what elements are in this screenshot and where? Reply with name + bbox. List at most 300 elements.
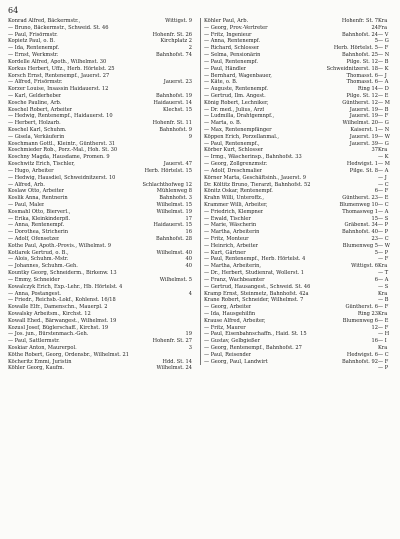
- entry-address: Bahnhofst. 25: [342, 52, 378, 59]
- entry-address: [190, 147, 192, 154]
- entry-name: Köcheritz Emmi, Juristin: [8, 358, 72, 365]
- entry-address: [190, 304, 192, 311]
- entry-address: [190, 352, 192, 359]
- edge-entry-fragment: — A: [378, 208, 389, 215]
- edge-entry-fragment: — I: [378, 338, 387, 345]
- page-number: 64: [8, 6, 19, 15]
- edge-entry-fragment: — G: [378, 140, 389, 147]
- entry-name: — Adolf, Dreschmalier: [204, 167, 263, 174]
- edge-entry-fragment: Kra: [378, 345, 388, 351]
- entry-name: — Paul, Rentenempf., Herb. Hörtelst. 4: [204, 256, 306, 263]
- entry-name: Koschwitz Erich, Tischler,: [8, 161, 75, 168]
- entry-address: [190, 73, 192, 80]
- edge-entry-fragment: — P: [378, 365, 389, 372]
- directory-entry: [204, 304, 378, 311]
- entry-name: — Friedrich, Klempner: [204, 208, 264, 215]
- entry-name: Kowalsky Arbeitsm., Kirchst. 12: [8, 310, 91, 317]
- entry-address: Hohenfr. St. 27: [152, 338, 192, 345]
- edge-entry-fragment: — W: [378, 133, 390, 140]
- entry-name: — Georg, Rentenempf., Bahnhofst. 27: [204, 345, 302, 351]
- entry-name: Koschny Magda, Hausdame, Promen. 9: [8, 154, 110, 161]
- entry-name: — Anna, Rentenempf.: [8, 222, 65, 229]
- edge-entry-fragment: — F: [378, 188, 389, 195]
- directory-entry: [204, 86, 378, 93]
- entry-name: — Emmy, Schneider: [8, 276, 60, 283]
- directory-entry: [8, 236, 192, 243]
- entry-name: Kopietz Paul, o. B.: [8, 38, 55, 45]
- entry-name: — Paul, Eisenbahnschaffn., Haid. St. 15: [204, 331, 307, 338]
- directory-entry: [8, 52, 192, 59]
- edge-entry-fragment: — E: [378, 195, 389, 202]
- directory-entry: [8, 209, 192, 216]
- entry-name: — Ida, Rentenempf.: [8, 45, 60, 52]
- entry-address: Haidauerst. 15: [153, 222, 192, 229]
- entry-name: — Alfred, Arb.: [8, 181, 45, 188]
- directory-entry: [204, 352, 378, 359]
- edge-entry-fragment: — M: [378, 161, 390, 168]
- entry-name: Kordelle Alfred, Apoth., Wilhelmst. 30: [8, 58, 107, 65]
- directory-entry: [204, 216, 378, 223]
- entry-name: — Fritz, Monteur: [204, 236, 249, 242]
- entry-name: — Marta, o. B.: [204, 120, 242, 127]
- directory-entry: [8, 147, 192, 154]
- directory-entry: [204, 256, 378, 263]
- entry-name: Koskiar Anton, Maurerpol.: [8, 345, 77, 351]
- entry-address: Wilhelmst. 20: [342, 120, 378, 127]
- directory-entry: [8, 154, 192, 161]
- entry-name: — Paul, Rentenempf.,: [204, 140, 260, 147]
- directory-entry: [204, 18, 378, 25]
- edge-entry-fragment: — C: [378, 201, 389, 208]
- directory-entry: [204, 331, 378, 338]
- entry-address: Kirchplatz 2: [160, 38, 192, 45]
- entry-address: Wittigst. 9: [165, 18, 192, 24]
- directory-entry: [8, 345, 192, 352]
- entry-name: — Paul, Maler: [8, 201, 45, 208]
- entry-name: — Ewald, Tischler: [204, 215, 251, 222]
- entry-name: — Ida, Hausgehilfin: [204, 310, 256, 317]
- entry-address: Ring 14: [357, 86, 378, 93]
- entry-address: 6: [374, 276, 378, 283]
- edge-entry-fragment: — F: [378, 324, 389, 331]
- directory-entry: [204, 113, 378, 120]
- entry-address: 6: [374, 188, 378, 195]
- directory-entry: [8, 182, 192, 189]
- entry-address: 5: [374, 38, 378, 45]
- entry-name: — Georg, Prov.-Vertreter: [204, 24, 268, 31]
- entry-address: 40: [185, 256, 192, 263]
- entry-name: — Kurt, Gärtner: [204, 249, 246, 256]
- entry-address: [190, 243, 192, 250]
- entry-address: Güntherst. 6: [345, 304, 378, 311]
- edge-entry-fragment: — V: [378, 31, 389, 38]
- entry-address: Bahnhofst. 19: [156, 92, 192, 99]
- entry-name: Koslaw Otto, Arbeiter: [8, 188, 65, 195]
- entry-name: Korzer Louise, Insassin Haidauerst. 12: [8, 86, 109, 93]
- entry-name: — Hugo, Arbeiter: [8, 167, 54, 174]
- directory-entry: [204, 93, 378, 100]
- entry-name: — Gustav, Gelbgießer: [204, 338, 261, 345]
- entry-address: Güntherst. 12: [342, 99, 378, 106]
- entry-address: 2: [188, 45, 192, 52]
- entry-address: Jauerst. 23: [163, 79, 192, 86]
- entry-address: [190, 311, 192, 318]
- entry-name: Körner Marta, Geschäftsinh., Jauerst. 9: [204, 174, 306, 181]
- directory-entry: [8, 188, 192, 195]
- entry-address: [190, 86, 192, 93]
- directory-entry: [204, 66, 378, 73]
- directory-entry: [204, 202, 378, 209]
- entry-address: Hohenfr. St. 7: [341, 18, 378, 24]
- entry-address: Pilge. St. 12: [346, 92, 378, 99]
- directory-entry: [8, 250, 192, 257]
- directory-entry: [204, 38, 378, 45]
- entry-name: — Martha, Arbeiterin: [204, 229, 260, 236]
- edge-entry-fragment: — S: [378, 215, 389, 222]
- directory-entry: [8, 127, 192, 134]
- entry-address: Pilge. St. 8: [349, 167, 378, 174]
- edge-entry-fragment: — J: [378, 72, 387, 79]
- entry-address: Hdd. St. 14: [162, 358, 192, 365]
- entry-name: — Anna, Rentenempf.: [204, 38, 261, 45]
- entry-address: 17: [185, 215, 192, 222]
- directory-entry: [204, 345, 378, 352]
- entry-name: — Georg, Zollgrenzmstr.: [204, 161, 268, 168]
- entry-name: — Karl, Gelderheber: [8, 92, 62, 99]
- directory-entry: [8, 325, 192, 332]
- entry-name: — Heinrich, Arbeiter: [204, 242, 259, 249]
- directory-entry: [8, 229, 192, 236]
- entry-name: — Adolf, Ofensetzer: [8, 236, 60, 242]
- entry-name: — Auguste, Rentenempf.: [204, 86, 269, 93]
- directory-entry: [204, 45, 378, 52]
- directory-entry: [8, 168, 192, 175]
- entry-name: Kowalczyk Erich, Exp.-Lehr., Hb. Hörtelst. 4: [8, 283, 123, 290]
- entry-name: — Erika, Kleinkinderpfl.: [8, 215, 71, 222]
- entry-address: Bahnhofst. 28: [156, 236, 192, 242]
- entry-name: — Hedwig, Hausdiel, Schweidnitzerst. 10: [8, 174, 116, 181]
- entry-name: Kramp Ernst, Steinmetz, Bahnhofst. 42a: [204, 290, 309, 297]
- entry-name: — Max, Rentenempfänger: [204, 127, 272, 133]
- entry-name: — Paul, Sattlermstr.: [8, 338, 60, 345]
- directory-entry: [8, 113, 192, 120]
- entry-address: Pilge. St. 12: [346, 58, 378, 65]
- entry-name: — Paul, Rentenempf.: [204, 58, 258, 65]
- edge-entry-fragment: — F: [378, 304, 389, 311]
- directory-entry: [204, 52, 378, 59]
- entry-address: Hohenfr. St. 11: [152, 120, 192, 127]
- directory-entry: [204, 154, 378, 161]
- entry-address: Jauerst. 19: [349, 113, 378, 120]
- edge-entry-fragment: — E: [378, 92, 389, 99]
- directory-entry: [8, 243, 192, 250]
- directory-entry: [8, 59, 192, 66]
- entry-address: Bahnhofst. 92: [342, 358, 378, 365]
- entry-name: — Herbert, Holzarb.: [8, 120, 61, 127]
- entry-name: Konrad Alfred, Bäckermstr.,: [8, 18, 81, 24]
- directory-entry: [204, 182, 378, 189]
- entry-address: Wittigst. 6: [351, 263, 378, 270]
- entry-name: — Franz, Wachbeamter: [204, 276, 265, 283]
- entry-address: Blumenweg 5: [342, 242, 378, 249]
- directory-entry: [8, 202, 192, 209]
- entry-address: Mühlenweg 8: [156, 188, 192, 195]
- directory-entry: [8, 359, 192, 366]
- entry-name: Krause Alfred, Arbeiter,: [204, 317, 266, 324]
- entry-address: 15: [371, 215, 378, 222]
- directory-entry: [204, 175, 378, 182]
- entry-name: — Bernhard, Wagenbauer,: [204, 72, 272, 79]
- entry-name: Kozusl Josef, Büglerschaff., Kirchst. 19: [8, 324, 109, 331]
- entry-name: Köhler Paul, Arb.: [204, 18, 249, 24]
- directory-entry: [204, 79, 378, 86]
- entry-name: — Dorothea, Stricherin: [8, 229, 69, 236]
- entry-address: 24: [371, 24, 378, 31]
- entry-name: — Richard, Schlosser: [204, 45, 260, 52]
- entry-address: Hedwigst. 6: [346, 351, 378, 358]
- entry-address: 37: [371, 147, 378, 154]
- directory-entry: [8, 86, 192, 93]
- edge-entry-fragment: — S: [378, 283, 389, 290]
- directory-column-right: [200, 18, 378, 365]
- directory-entry: [8, 331, 192, 338]
- edge-entry-fragment: Kra: [378, 18, 388, 24]
- directory-entry: [8, 18, 192, 25]
- directory-entry: [8, 365, 192, 372]
- entry-address: Herb. Hörtelst. 5: [333, 45, 378, 52]
- directory-entry: [204, 359, 378, 366]
- edge-entry-fragment: — K: [378, 65, 389, 72]
- directory-entry: [204, 277, 378, 284]
- directory-entry: [8, 32, 192, 39]
- entry-address: [190, 59, 192, 66]
- entry-name: Kotlarek Gertrud, o. B.,: [8, 249, 69, 256]
- edge-entry-fragment: — N: [378, 127, 390, 133]
- directory-entry: [8, 120, 192, 127]
- edge-entry-fragment: Kra: [378, 263, 388, 270]
- entry-name: Korsch Ernst, Rentenempf., Jauerst. 27: [8, 72, 110, 79]
- directory-entry: [204, 209, 378, 216]
- entry-name: — Fritz, Maurer: [204, 324, 246, 331]
- entry-address: Jauerst. 19: [349, 133, 378, 140]
- directory-entry: [204, 243, 378, 250]
- directory-entry: [8, 304, 192, 311]
- entry-name: — Dr. med., Julius, Arzt: [204, 106, 265, 113]
- directory-entry: [204, 32, 378, 39]
- entry-address: [190, 270, 192, 277]
- entry-name: — Gisela, Verkäuferin: [8, 133, 65, 140]
- directory-entry: [8, 134, 192, 141]
- directory-entry: [8, 100, 192, 107]
- entry-name: — Marie, Wäscherin: [204, 222, 257, 229]
- entry-address: [190, 297, 192, 304]
- edge-entry-fragment: — B: [378, 58, 389, 65]
- entry-name: Köhler Georg, Kaufm.: [8, 365, 65, 372]
- edge-entry-fragment: — A: [378, 79, 389, 86]
- directory-entry: [204, 25, 378, 32]
- directory-entry: [8, 38, 192, 45]
- directory-entry: [8, 25, 192, 32]
- directory-entry: [8, 141, 192, 148]
- entry-address: Hedwigst. 1: [346, 161, 378, 168]
- edge-entry-fragment: — D: [378, 86, 389, 93]
- directory-entry: [8, 263, 192, 270]
- entry-name: — Martha, Arbeiterin,: [204, 263, 262, 270]
- entry-name: — Bruno, Bäckermstr., Schweid. St. 46: [8, 24, 109, 31]
- entry-address: Bahnhofst. 3: [159, 195, 192, 202]
- directory-entry: [204, 168, 378, 175]
- entry-address: Bahnhofst. 74: [156, 52, 192, 59]
- directory-entry: [204, 311, 378, 318]
- entry-address: 5: [374, 249, 378, 256]
- entry-name: — Anna, Postangest.: [8, 290, 62, 297]
- edge-entry-fragment: — F: [378, 358, 389, 365]
- entry-address: [190, 66, 192, 73]
- edge-entry-fragment: — F: [378, 113, 389, 120]
- entry-address: Wilhelmst. 5: [159, 276, 192, 283]
- edge-entry-fragment: — C: [378, 351, 389, 358]
- edge-entry-fragment: — B: [378, 297, 389, 304]
- directory-column-left: [8, 18, 192, 372]
- directory-entry: [204, 270, 378, 277]
- entry-name: — Gertrud, Ilm. Angest.: [204, 92, 266, 99]
- entry-name: König Robert, Lechniker,: [204, 99, 269, 106]
- entry-name: — Selma, Pensionärin: [204, 52, 261, 59]
- entry-name: Körber Kurt, Schlosser: [204, 147, 264, 154]
- entry-address: [190, 141, 192, 148]
- directory-entry: [204, 338, 378, 345]
- entry-address: [190, 113, 192, 120]
- entry-address: 16: [185, 229, 192, 236]
- entry-address: Hohenfr. St. 26: [152, 31, 192, 38]
- directory-entry: [8, 222, 192, 229]
- entry-name: Korkus Herbert, Uffz., Herb. Hörtelst. 25: [8, 65, 115, 72]
- directory-entry: [204, 141, 378, 148]
- edge-entry-fragment: — C: [378, 236, 389, 242]
- entry-name: Krammer Willi, Arbeiter,: [204, 201, 268, 208]
- entry-address: [190, 154, 192, 161]
- entry-address: Jauerst. 39: [349, 140, 378, 147]
- directory-entry: [204, 147, 378, 154]
- entry-address: Thomasst. 6: [346, 79, 378, 86]
- edge-entry-fragment: — T: [378, 270, 389, 277]
- entry-address: 16: [371, 338, 378, 345]
- entry-name: — Johannes, Schuhm.-Geh.: [8, 263, 78, 270]
- entry-address: Jauerst. 47: [163, 161, 192, 168]
- directory-entry: [204, 229, 378, 236]
- entry-name: Koschmieder Rob., Porz.-Mal., Hoh. St. 30: [8, 147, 118, 154]
- entry-name: Kowall Ehed., Bärwangest., Wilhelmst. 19: [8, 317, 117, 324]
- entry-address: Blumenweg 6: [342, 317, 378, 324]
- entry-address: Gräbenst. 34: [344, 222, 378, 229]
- directory-entry: [8, 291, 192, 298]
- entry-address: Kaiserst. 1: [350, 127, 378, 133]
- entry-address: 4: [188, 290, 192, 297]
- entry-name: — Jos. jun., Bürstenmach.-Geh.: [8, 331, 89, 338]
- entry-address: Thomasst. 6: [346, 72, 378, 79]
- directory-entry: [204, 325, 378, 332]
- edge-entry-fragment: Kra: [378, 290, 388, 297]
- edge-entry-fragment: — B: [378, 106, 389, 113]
- directory-entry: [204, 263, 378, 270]
- directory-entry: [8, 195, 192, 202]
- entry-name: — Irmg., Wäscherinsp., Bahnhofst. 33: [204, 154, 302, 161]
- entry-address: Thomasweg 1: [342, 208, 378, 215]
- edge-entry-fragment: Kra: [378, 147, 388, 154]
- entry-name: Krahn Willi, Unteroffz.,: [204, 195, 265, 202]
- entry-address: Güntherst. 23: [342, 195, 378, 202]
- entry-address: Herb. Hörtelst. 15: [144, 167, 192, 174]
- edge-entry-fragment: — N: [378, 52, 390, 59]
- edge-entry-fragment: — M: [378, 99, 390, 106]
- entry-name: Kothe Paul, Apoth.-Provis., Wilhelmst. 9: [8, 242, 111, 249]
- directory-entry: [8, 216, 192, 223]
- entry-name: Kosmahl Otto, Bierverl.,: [8, 208, 71, 215]
- directory-entry: [8, 107, 192, 114]
- entry-address: 40: [185, 263, 192, 270]
- edge-entry-fragment: — A: [378, 167, 389, 174]
- entry-address: Blumenweg 10: [339, 201, 378, 208]
- edge-entry-fragment: — W: [378, 242, 390, 249]
- directory-entry: [204, 236, 378, 243]
- entry-address: [190, 284, 192, 291]
- entry-name: — Georg, Arbeiter: [204, 304, 252, 311]
- entry-address: Schweidnitzerst. 18: [326, 65, 378, 72]
- directory-entry: [204, 161, 378, 168]
- entry-name: Koschel Karl, Schuhm.: [8, 127, 67, 133]
- entry-name: — Ludmilla, Drahtgemnpf.,: [204, 113, 275, 120]
- directory-entry: [8, 175, 192, 182]
- entry-address: Bahnhofst. 40: [342, 229, 378, 236]
- directory-column-edge: [378, 18, 400, 372]
- entry-address: Schlachthofweg 12: [142, 181, 192, 188]
- entry-name: — Hedwig, Rentenempf., Haidauerst. 10: [8, 113, 113, 120]
- entry-address: Klechst. 15: [163, 106, 192, 113]
- edge-entry-fragment: — C: [378, 181, 389, 188]
- entry-address: 3: [188, 345, 192, 351]
- entry-name: Koschel Robert, Arbeiter: [8, 106, 73, 113]
- entry-address: [190, 325, 192, 332]
- entry-name: — Fritz, Ingenieur: [204, 31, 252, 38]
- entry-name: Dr. Költitz Bruno, Tierarzt, Bahnhofst. 52: [204, 181, 311, 188]
- directory-entry: [8, 161, 192, 168]
- entry-name: Kountky Georg, Schneiderm., Birkenw. 13: [8, 270, 117, 277]
- directory-entry: [204, 134, 378, 141]
- edge-entry-fragment: — E: [378, 317, 389, 324]
- entry-name: Koschmann Gottl., Kleintr., Güntherst. 31: [8, 140, 116, 147]
- entry-name: Köthe Robert, Georg, Ordensbr., Wilhelmst. 21: [8, 351, 129, 358]
- entry-address: [190, 318, 192, 325]
- entry-address: [190, 25, 192, 32]
- directory-entry: [8, 73, 192, 80]
- entry-address: Bahnhofst. 9: [159, 127, 192, 133]
- directory-entry: [204, 297, 378, 304]
- directory-entry: [8, 66, 192, 73]
- entry-name: Koslik Anna, Rentnerin: [8, 195, 68, 202]
- directory-entry: [204, 318, 378, 325]
- edge-entry-fragment: — J: [378, 174, 387, 181]
- directory-entry: [8, 352, 192, 359]
- entry-name: — Ernst, Werkmstr.: [8, 52, 59, 59]
- entry-name: — Alois, Schuhm.-Mstr.: [8, 256, 69, 263]
- entry-name: — Käte, o. B.: [204, 79, 238, 86]
- edge-entry-fragment: — F: [378, 256, 389, 263]
- edge-entry-fragment: Fra: [378, 24, 388, 31]
- directory-entry: [204, 107, 378, 114]
- entry-address: Wilhelmst. 40: [156, 249, 192, 256]
- directory-entry: [204, 100, 378, 107]
- directory-entry: [8, 277, 192, 284]
